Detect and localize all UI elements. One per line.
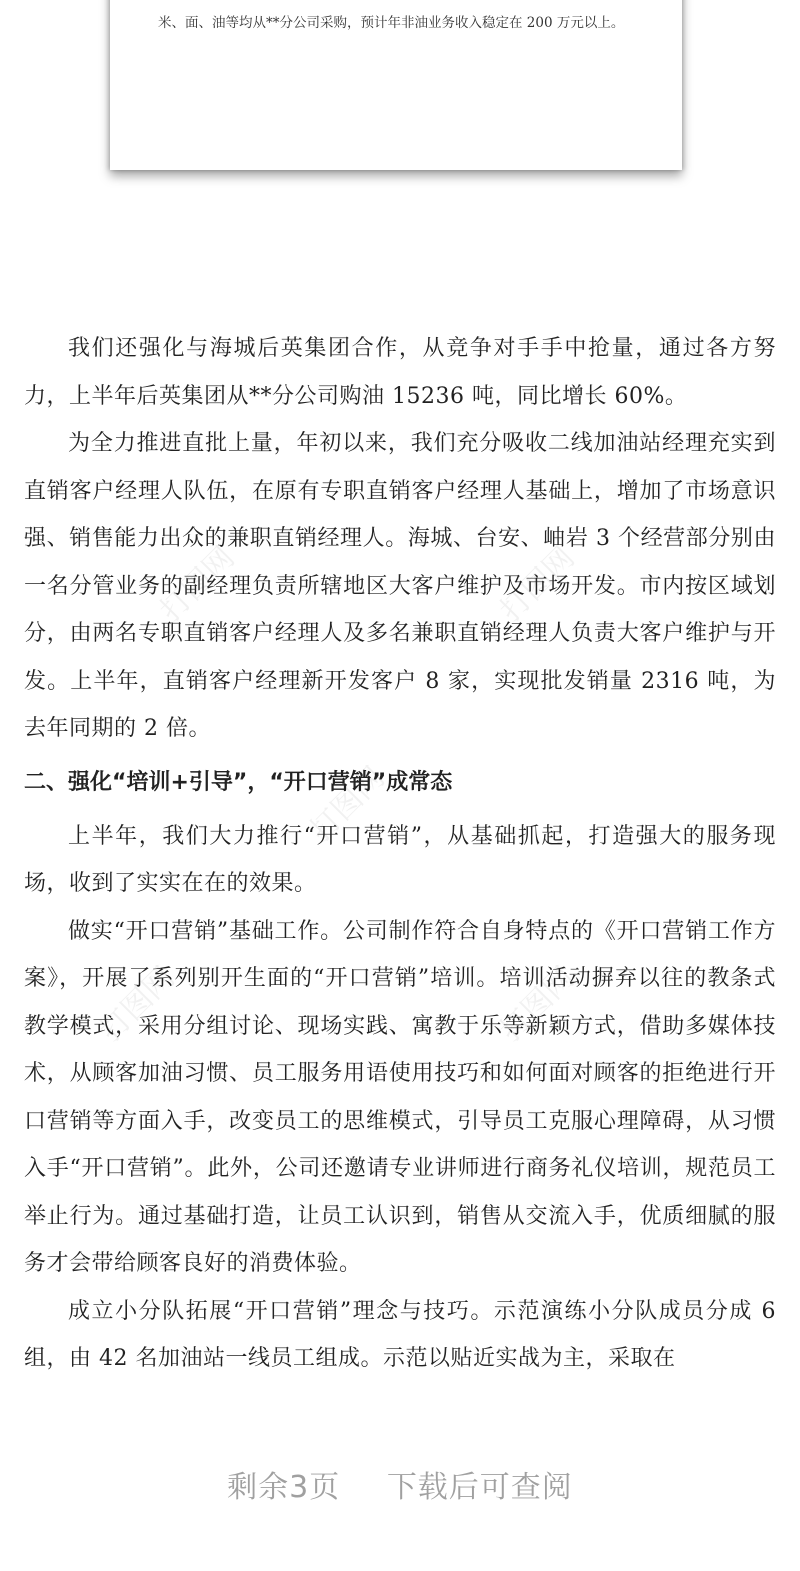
document-body <box>24 325 776 1383</box>
paragraph: 成立小分队拓展“开口营销”理念与技巧。示范演练小分队成员分成 6 组，由 42 名加油站一线员工组成。示范以贴近实战为主，采取在 <box>24 1298 776 1371</box>
download-prompt[interactable] <box>0 1462 800 1506</box>
paragraph: 上半年，我们大力推行“开口营销”，从基础抓起，打造强大的服务现场，收到了实实在在的效果。 <box>24 823 776 896</box>
paragraph: 我们还强化与海城后英集团合作，从竞争对手手中抢量，通过各方努力，上半年后英集团从**分公司购油 15236 吨，同比增长 60%。 <box>24 336 776 409</box>
paragraph: 做实“开口营销”基础工作。公司制作符合自身特点的《开口营销工作方案》，开展了系列别开生面的“开口营销”培训。培训活动摒弃以往的教条式教学模式，采用分组讨论、现场实践、寓教于乐等新颖方式，借助多媒体技术，从顾客加油习惯、员工服务用语使用技巧和如何面对顾客的拒绝进行开口营销等方面入手，改变员工的思维模式，引导员工克服心理障碍，从习惯入手“开口营销”。此外，公司还邀请专业讲师进行商务礼仪培训，规范员工举止行为。通过基础打造，让员工认识到，销售从交流入手，优质细腻的服务才会带给顾客良好的消费体验。 <box>24 918 776 1276</box>
paragraph: 为全力推进直批上量，年初以来，我们充分吸收二线加油站经理充实到直销客户经理人队伍，在原有专职直销客户经理人基础上，增加了市场意识强、销售能力出众的兼职直销经理人。海城、台安、岫岩 3 个经营部分别由一名分管业务的副经理负责所辖地区大客户维护及市场开发。市内按区域划分，由两名专职直销客户经理人及多名兼职直销经理人负责大客户维护与开发。上半年，直销客户经理新开发客户 8 家，实现批发销量 2316 吨，为去年同期的 2 倍。 <box>24 431 776 741</box>
watermark: 打图网 <box>493 540 582 629</box>
previous-page-card <box>110 0 682 170</box>
section-heading: 二、强化“培训+引导”，“开口营销”成常态 <box>24 769 453 795</box>
page-excerpt: 米、面、油等均从**分公司采购，预计年非油业务收入稳定在 200 万元以上。 <box>158 15 625 31</box>
remaining-pages-label: 剩余3页 <box>227 1470 341 1505</box>
watermark: 打图网 <box>153 540 242 629</box>
watermark: 打图网 <box>493 960 582 1049</box>
watermark: 打图网 <box>93 960 182 1049</box>
watermark: 打图网 <box>303 760 392 849</box>
download-to-view-label: 下载后可查阅 <box>386 1470 573 1505</box>
